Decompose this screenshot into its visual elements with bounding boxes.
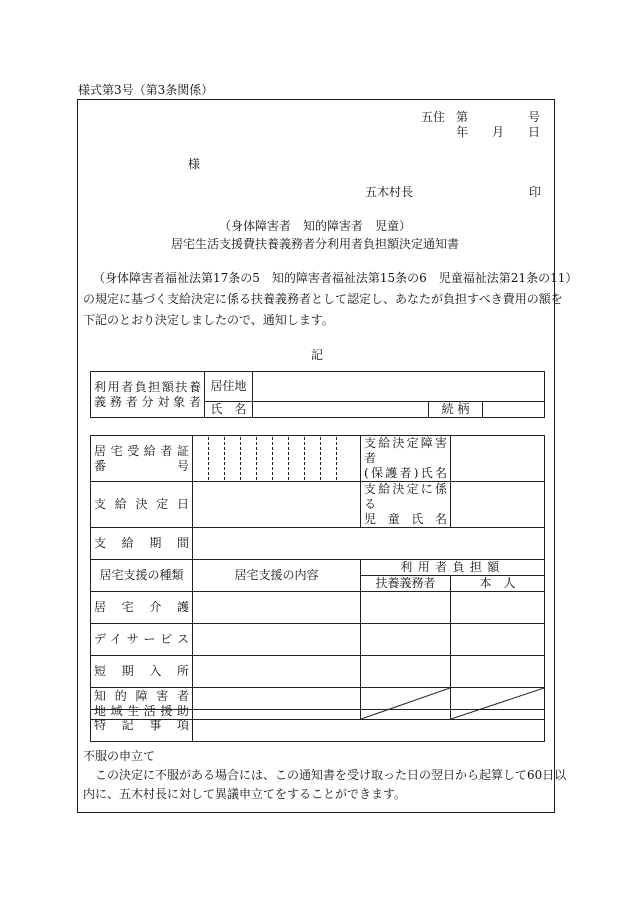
target-table bbox=[90, 371, 545, 418]
service-row-label: 短期入所 bbox=[91, 656, 193, 688]
relation-label: 続 柄 bbox=[429, 402, 483, 418]
remarks-table bbox=[90, 709, 545, 742]
address-label: 居住地 bbox=[205, 372, 253, 402]
child-label bbox=[361, 482, 451, 528]
service-row-content bbox=[193, 656, 361, 688]
detail-table bbox=[90, 435, 545, 720]
relation-value bbox=[483, 402, 545, 418]
recipient-number-label bbox=[91, 436, 193, 482]
name-label: 氏 名 bbox=[205, 402, 253, 418]
ki-label: 記 bbox=[311, 348, 324, 362]
issuer-name: 五木村長 bbox=[365, 185, 414, 199]
recipient-number-boxes bbox=[193, 436, 361, 482]
period-label: 支給期間 bbox=[91, 528, 193, 560]
last-row-label-line-2: 地域生活援助 bbox=[94, 703, 189, 718]
child-value bbox=[451, 482, 545, 528]
service-row-supporter bbox=[361, 656, 451, 688]
form-number: 様式第3号（第3条関係） bbox=[78, 83, 214, 97]
recipient-number-label-line-1: 居宅受給者証 bbox=[94, 443, 189, 458]
service-row-label: デイサービス bbox=[91, 624, 193, 656]
service-row-self bbox=[451, 592, 545, 624]
day-label: 日 bbox=[528, 125, 541, 139]
child-label-line-2: 児童氏名 bbox=[364, 512, 447, 526]
remarks-value bbox=[193, 710, 545, 742]
appeal-section bbox=[83, 747, 566, 804]
service-type-header: 居宅支援の種類 bbox=[91, 560, 193, 592]
page-title: 居宅生活支援費扶養義務者分利用者負担額決定通知書 bbox=[170, 237, 459, 251]
child-label-line-1: 支給決定に係る bbox=[364, 482, 447, 511]
guardian-value bbox=[451, 436, 545, 482]
appeal-heading: 不服の申立て bbox=[83, 749, 156, 763]
remarks-label: 特記事項 bbox=[91, 710, 193, 742]
burden-header: 利用者負担額 bbox=[361, 560, 545, 576]
period-value bbox=[193, 528, 545, 560]
service-row-self bbox=[451, 656, 545, 688]
appeal-line-1: この決定に不服がある場合には、この通知書を受け取った日の翌日から起算して60日以 bbox=[95, 768, 567, 782]
body-line-3: 下記のとおり決定しましたので、通知します。 bbox=[83, 313, 334, 327]
guardian-label-line-2: (保護者)氏名 bbox=[364, 466, 447, 480]
body-line-2: の規定に基づく支給決定に係る扶養義務者として認定し、あなたが負担すべき費用の額を bbox=[83, 292, 563, 306]
recipient-number-label-line-2: 番号 bbox=[94, 458, 189, 473]
appeal-line-2: 内に、五木村長に対して異議申立てをすることができます。 bbox=[83, 787, 407, 801]
guardian-label bbox=[361, 436, 451, 482]
supporter-header: 扶養義務者 bbox=[361, 576, 451, 592]
decision-date-value bbox=[193, 482, 361, 528]
service-row-supporter bbox=[361, 624, 451, 656]
service-row-self bbox=[451, 624, 545, 656]
self-header: 本 人 bbox=[451, 576, 545, 592]
last-row-label-line-1: 知的障害者 bbox=[94, 688, 189, 703]
target-header bbox=[91, 372, 205, 418]
body-line-1: （身体障害者福祉法第17条の5 知的障害者福祉法第15条の6 児童福祉法第21条の11） bbox=[93, 271, 578, 285]
number-prefix: 第 bbox=[456, 110, 469, 124]
service-row-content bbox=[193, 624, 361, 656]
address-value bbox=[253, 372, 545, 402]
service-row-content bbox=[193, 592, 361, 624]
body-text bbox=[83, 268, 577, 331]
name-value bbox=[253, 402, 429, 418]
seal-mark: 印 bbox=[529, 185, 542, 199]
service-content-header: 居宅支援の内容 bbox=[193, 560, 361, 592]
guardian-label-line-1: 支給決定障害者 bbox=[364, 436, 447, 465]
target-header-line-1: 利用者負担額扶養 bbox=[94, 379, 201, 394]
service-row-supporter bbox=[361, 592, 451, 624]
service-row-label: 居宅介護 bbox=[91, 592, 193, 624]
decision-date-label: 支給決定日 bbox=[91, 482, 193, 528]
month-label: 月 bbox=[492, 125, 505, 139]
office-code: 五住 bbox=[421, 110, 446, 124]
target-header-line-2: 義務者分対象者 bbox=[94, 394, 201, 409]
number-suffix: 号 bbox=[528, 110, 541, 124]
addressee-suffix: 様 bbox=[188, 157, 201, 171]
category-line: （身体障害者 知的障害者 児童） bbox=[218, 219, 411, 233]
year-label: 年 bbox=[456, 125, 469, 139]
